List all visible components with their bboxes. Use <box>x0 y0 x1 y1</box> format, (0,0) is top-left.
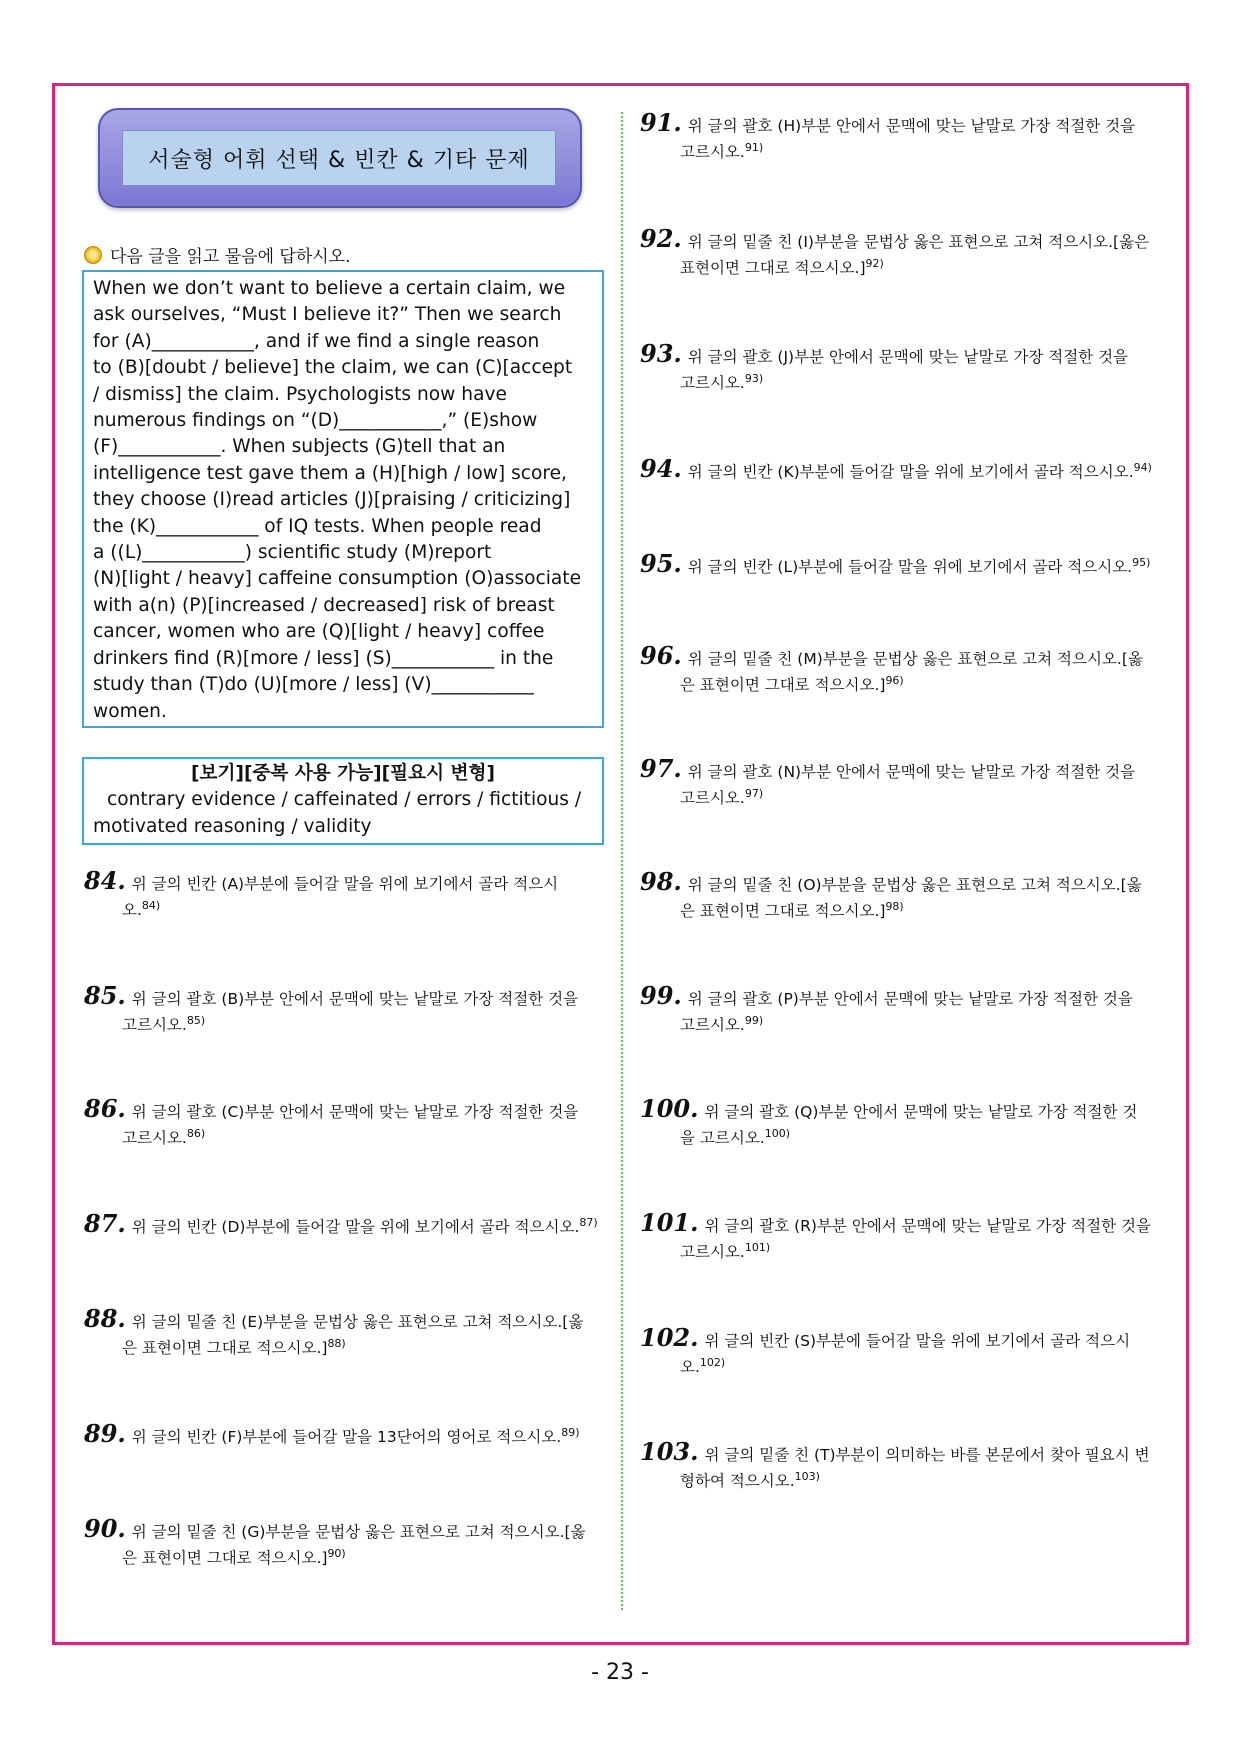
question-text-continued: 고르시오.$^{91)}$ <box>680 141 764 162</box>
question-text-continued: 형하여 적으시오.$^{103)}$ <box>680 1470 820 1491</box>
question-number: 90. <box>84 1514 126 1543</box>
footnote-marker: 88) <box>327 1337 346 1350</box>
question-text-continued: 고르시오.$^{93)}$ <box>680 372 764 393</box>
section-title-banner <box>98 108 582 208</box>
question-text-continued: 오.$^{102)}$ <box>680 1356 726 1377</box>
passage-line: a ((L)___________) scientific study (M)report <box>93 542 492 564</box>
word-box-words-line2: motivated reasoning / validity <box>93 815 372 837</box>
footnote-marker: 101) <box>744 1241 771 1254</box>
question-text: 위 글의 빈칸 (A)부분에 들어갈 말을 위에 보기에서 골라 적으시 <box>131 875 559 893</box>
passage-line: (F)___________. When subjects (G)tell that an <box>93 436 506 458</box>
footnote-marker: 99) <box>744 1014 764 1027</box>
question-text: 위 글의 괄호 (C)부분 안에서 문맥에 맞는 낱말로 가장 적절한 것을 <box>131 1103 579 1121</box>
question-84 <box>84 866 604 921</box>
question-100 <box>640 1094 1160 1149</box>
footnote-marker: 89) <box>561 1426 580 1439</box>
reading-passage <box>82 270 604 728</box>
question-85 <box>84 981 604 1036</box>
footnote-marker: 95) <box>1132 556 1151 569</box>
passage-line: When we don’t want to believe a certain claim, we <box>93 278 566 299</box>
question-95 <box>640 549 1160 579</box>
question-text: 위 글의 괄호 (Q)부분 안에서 문맥에 맞는 낱말로 가장 적절한 것 <box>704 1103 1138 1121</box>
word-box-words-line1: contrary evidence / caffeinated / errors / fictitious / <box>107 789 582 811</box>
question-text-continued: 은 표현이면 그대로 적으시오.]$^{96)}$ <box>680 674 904 695</box>
question-text: 위 글의 괄호 (P)부분 안에서 문맥에 맞는 낱말로 가장 적절한 것을 <box>687 990 1133 1008</box>
question-text: 위 글의 괄호 (H)부분 안에서 문맥에 맞는 낱말로 가장 적절한 것을 <box>687 117 1136 135</box>
question-90 <box>84 1514 604 1569</box>
question-number: 92. <box>640 224 682 253</box>
passage-line: (N)[light / heavy] caffeine consumption (O)associate <box>93 568 582 590</box>
passage-line: intelligence test gave them a (H)[high / low] score, <box>93 462 567 484</box>
question-text: 위 글의 괄호 (N)부분 안에서 문맥에 맞는 낱말로 가장 적절한 것을 <box>687 763 1136 781</box>
question-number: 100. <box>640 1094 699 1123</box>
footnote-marker: 93) <box>744 372 764 385</box>
question-99 <box>640 981 1160 1036</box>
question-number: 93. <box>640 339 682 368</box>
passage-line: for (A)___________, and if we find a single reason <box>93 330 540 352</box>
section-title: 서술형 어휘 선택 & 빈칸 & 기타 문제 <box>122 130 556 186</box>
question-text: 위 글의 빈칸 (D)부분에 들어갈 말을 위에 보기에서 골라 적으시오. <box>131 1218 580 1237</box>
question-number: 85. <box>84 981 126 1010</box>
footnote-marker: 87) <box>579 1216 598 1229</box>
question-number: 98. <box>640 867 682 896</box>
question-number: 101. <box>640 1208 699 1237</box>
flower-bullet-icon <box>84 246 102 264</box>
question-number: 88. <box>84 1304 126 1333</box>
footnote-marker: 100) <box>764 1127 791 1140</box>
question-number: 97. <box>640 754 682 783</box>
footnote-marker: 84) <box>141 899 161 912</box>
question-number: 84. <box>84 866 126 895</box>
question-text-continued: 은 표현이면 그대로 적으시오.]$^{90)}$ <box>122 1547 346 1568</box>
question-number: 94. <box>640 454 682 484</box>
footnote-marker: 98) <box>885 900 904 913</box>
passage-line: women. <box>93 700 167 722</box>
question-98 <box>640 867 1160 922</box>
question-101 <box>640 1208 1160 1263</box>
question-number: 95. <box>640 549 682 579</box>
passage-line: the (K)___________ of IQ tests. When people read <box>93 515 542 537</box>
question-number: 99. <box>640 981 682 1010</box>
question-86 <box>84 1094 604 1149</box>
footnote-marker: 90) <box>327 1547 346 1560</box>
question-number: 102. <box>640 1323 699 1352</box>
passage-line: drinkers find (R)[more / less] (S)___________ in the <box>93 647 554 669</box>
word-box-title: [보기][중복 사용 가능][필요시 변형] <box>191 763 495 784</box>
footnote-marker: 85) <box>186 1014 206 1027</box>
passage-line: cancer, women who are (Q)[light / heavy] coffee <box>93 621 545 643</box>
question-text: 위 글의 빈칸 (K)부분에 들어갈 말을 위에 보기에서 골라 적으시오. <box>687 463 1134 482</box>
question-96 <box>640 641 1160 696</box>
question-87 <box>84 1209 604 1239</box>
column-divider <box>621 112 623 1610</box>
question-102 <box>640 1323 1160 1378</box>
question-text: 위 글의 빈칸 (L)부분에 들어갈 말을 위에 보기에서 골라 적으시오. <box>687 558 1133 577</box>
footnote-marker: 97) <box>744 787 764 800</box>
footnote-marker: 94) <box>1133 461 1152 474</box>
question-103 <box>640 1437 1160 1492</box>
instruction <box>84 242 351 267</box>
question-text: 위 글의 밑줄 친 (T)부분이 의미하는 바를 본문에서 찾아 필요시 변 <box>704 1446 1150 1464</box>
footnote-marker: 86) <box>186 1127 206 1140</box>
question-91 <box>640 108 1160 163</box>
footnote-marker: 92) <box>865 257 884 270</box>
footnote-marker: 103) <box>794 1470 820 1483</box>
question-text-continued: 고르시오.$^{86)}$ <box>122 1127 206 1148</box>
question-number: 91. <box>640 108 682 137</box>
question-88 <box>84 1304 604 1359</box>
question-text-continued: 은 표현이면 그대로 적으시오.]$^{88)}$ <box>122 1337 346 1358</box>
word-box <box>82 757 604 845</box>
question-89 <box>84 1419 604 1449</box>
passage-line: ask ourselves, “Must I believe it?” Then we search <box>93 304 562 326</box>
footnote-marker: 102) <box>699 1356 726 1369</box>
passage-line: to (B)[doubt / believe] the claim, we can (C)[accept <box>93 357 573 379</box>
question-text: 위 글의 괄호 (B)부분 안에서 문맥에 맞는 낱말로 가장 적절한 것을 <box>131 990 579 1008</box>
passage-line: numerous findings on “(D)___________,” (E)show <box>93 410 538 432</box>
passage-line: / dismiss] the claim. Psychologists now have <box>93 383 507 405</box>
question-text: 위 글의 괄호 (J)부분 안에서 문맥에 맞는 낱말로 가장 적절한 것을 <box>687 348 1129 366</box>
footnote-marker: 91) <box>744 141 764 154</box>
question-text: 위 글의 밑줄 친 (I)부분을 문법상 옳은 표현으로 고쳐 적으시오.[옳은 <box>687 233 1150 251</box>
question-text-continued: 은 표현이면 그대로 적으시오.]$^{98)}$ <box>680 900 904 921</box>
question-text: 위 글의 밑줄 친 (M)부분을 문법상 옳은 표현으로 고쳐 적으시오.[옳 <box>687 650 1143 668</box>
question-text: 위 글의 밑줄 친 (G)부분을 문법상 옳은 표현으로 고쳐 적으시오.[옳 <box>131 1523 586 1541</box>
question-text-continued: 을 고르시오.$^{100)}$ <box>680 1127 791 1148</box>
question-number: 89. <box>84 1419 126 1449</box>
question-text-continued: 고르시오.$^{99)}$ <box>680 1014 764 1035</box>
question-text: 위 글의 빈칸 (S)부분에 들어갈 말을 위에 보기에서 골라 적으시 <box>704 1332 1131 1350</box>
question-text-continued: 오.$^{84)}$ <box>122 899 161 920</box>
question-97 <box>640 754 1160 809</box>
question-number: 96. <box>640 641 682 670</box>
question-text: 위 글의 밑줄 친 (E)부분을 문법상 옳은 표현으로 고쳐 적으시오.[옳 <box>131 1313 584 1331</box>
question-text: 위 글의 괄호 (R)부분 안에서 문맥에 맞는 낱말로 가장 적절한 것을 <box>704 1217 1151 1235</box>
question-number: 86. <box>84 1094 126 1123</box>
question-93 <box>640 339 1160 394</box>
question-number: 103. <box>640 1437 699 1466</box>
question-92 <box>640 224 1160 279</box>
instruction-text: 다음 글을 읽고 물음에 답하시오. <box>110 247 351 267</box>
footnote-marker: 96) <box>885 674 904 687</box>
page-number: - 23 - <box>591 1660 649 1685</box>
question-text-continued: 고르시오.$^{97)}$ <box>680 787 764 808</box>
passage-line: with a(n) (P)[increased / decreased] risk of breast <box>93 594 555 616</box>
question-number: 87. <box>84 1209 126 1239</box>
question-text-continued: 고르시오.$^{101)}$ <box>680 1241 771 1262</box>
question-text-continued: 표현이면 그대로 적으시오.]$^{92)}$ <box>680 257 884 278</box>
passage-line: study than (T)do (U)[more / less] (V)___________ <box>93 674 534 696</box>
question-94 <box>640 454 1160 484</box>
question-text: 위 글의 밑줄 친 (O)부분을 문법상 옳은 표현으로 고쳐 적으시오.[옳 <box>687 876 1142 894</box>
passage-line: they choose (I)read articles (J)[praising / criticizing] <box>93 489 571 511</box>
question-text: 위 글의 빈칸 (F)부분에 들어갈 말을 13단어의 영어로 적으시오. <box>131 1428 562 1447</box>
question-text-continued: 고르시오.$^{85)}$ <box>122 1014 206 1035</box>
